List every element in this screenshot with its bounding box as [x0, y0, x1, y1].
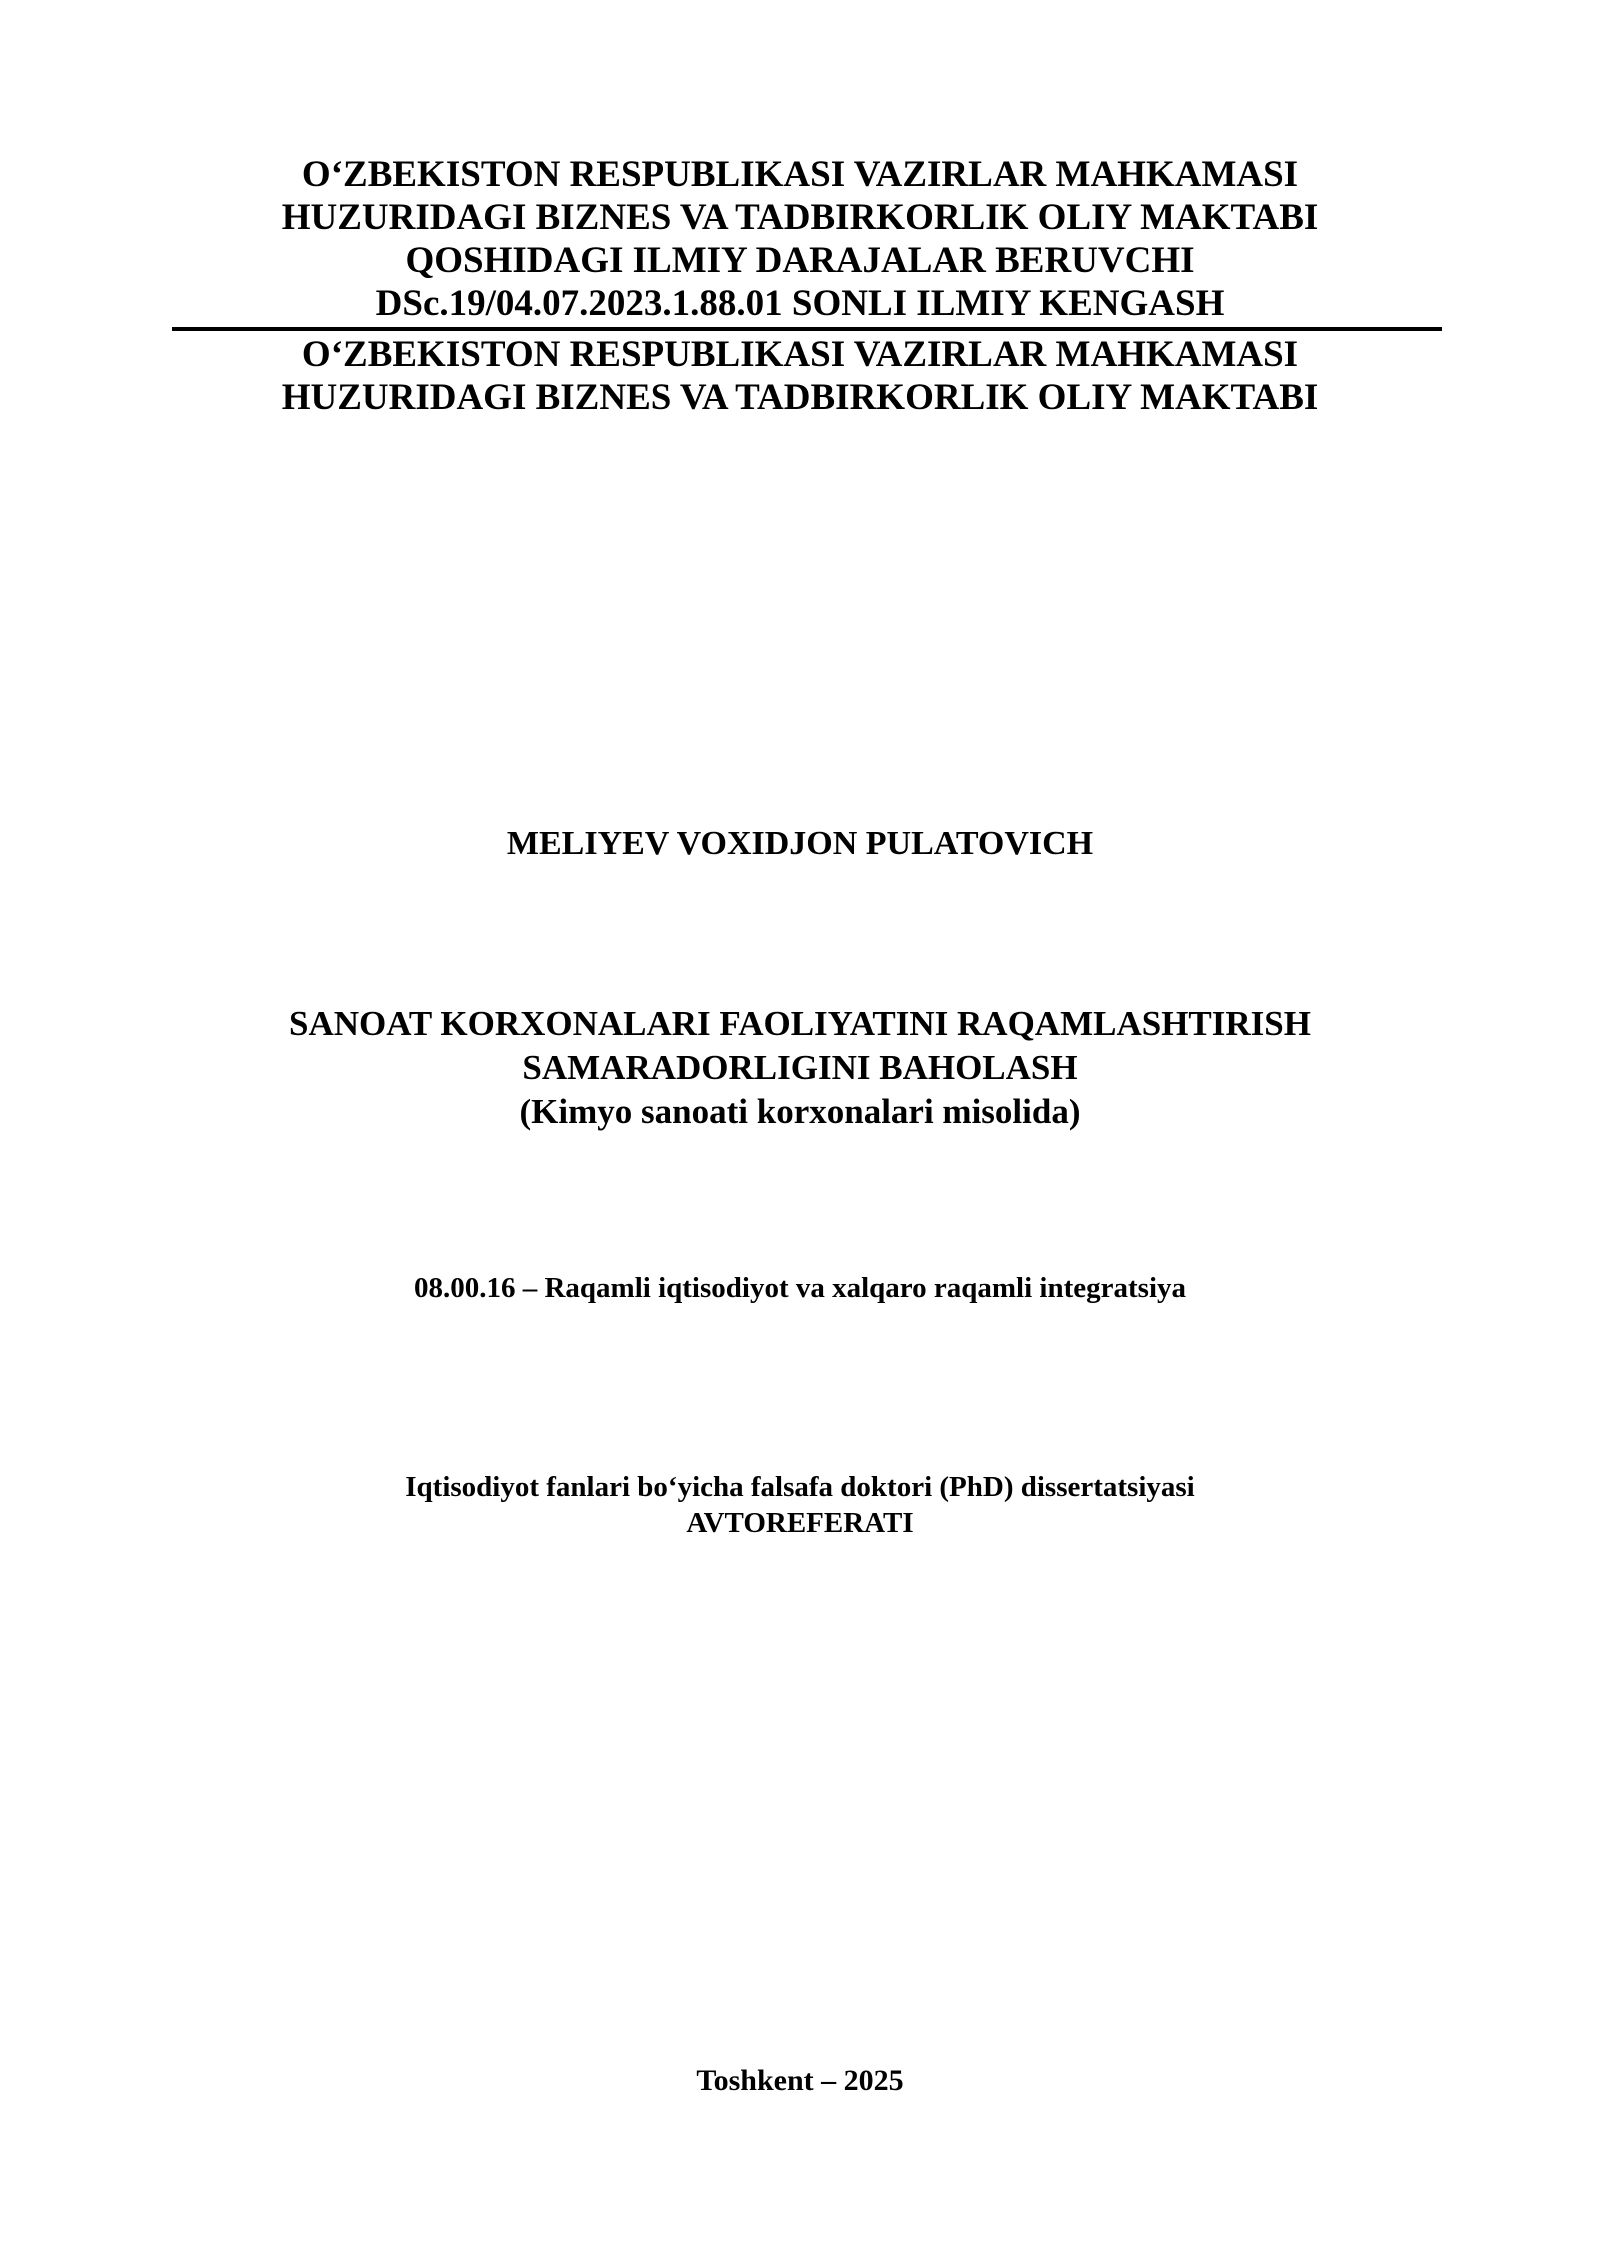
council-header-line: QOSHIDAGI ILMIY DARAJALAR BERUVCHI	[405, 240, 1195, 281]
dissertation-title-line: SAMARADORLIGINI BAHOLASH	[522, 1048, 1078, 1087]
degree-description	[0, 1469, 1600, 1541]
council-header-line: DSc.19/04.07.2023.1.88.01 SONLI ILMIY KENGASH	[375, 283, 1225, 324]
specialty-code: 08.00.16 – Raqamli iqtisodiyot va xalqaro raqamli integratsiya	[413, 1272, 1186, 1304]
institution-header-line: O‘ZBEKISTON RESPUBLIKASI VAZIRLAR MAHKAMASI	[301, 334, 1299, 375]
institution-header	[0, 333, 1600, 419]
council-header	[0, 153, 1600, 325]
author-name: MELIYEV VOXIDJON PULATOVICH	[506, 825, 1094, 862]
dissertation-title-line: SANOAT KORXONALARI FAOLIYATINI RAQAMLASHTIRISH	[289, 1004, 1311, 1043]
degree-line: Iqtisodiyot fanlari bo‘yicha falsafa doktori (PhD) dissertatsiyasi	[405, 1471, 1195, 1503]
header-divider	[172, 327, 1442, 331]
council-header-line: HUZURIDAGI BIZNES VA TADBIRKORLIK OLIY MAKTABI	[281, 197, 1319, 238]
place-year: Toshkent – 2025	[696, 2064, 904, 2097]
council-header-line: O‘ZBEKISTON RESPUBLIKASI VAZIRLAR MAHKAMASI	[301, 154, 1299, 195]
dissertation-subtitle: (Kimyo sanoati korxonalari misolida)	[519, 1092, 1081, 1131]
dissertation-title	[0, 1002, 1600, 1134]
document-type: AVTOREFERATI	[686, 1507, 914, 1539]
institution-header-line: HUZURIDAGI BIZNES VA TADBIRKORLIK OLIY MAKTABI	[281, 377, 1319, 418]
